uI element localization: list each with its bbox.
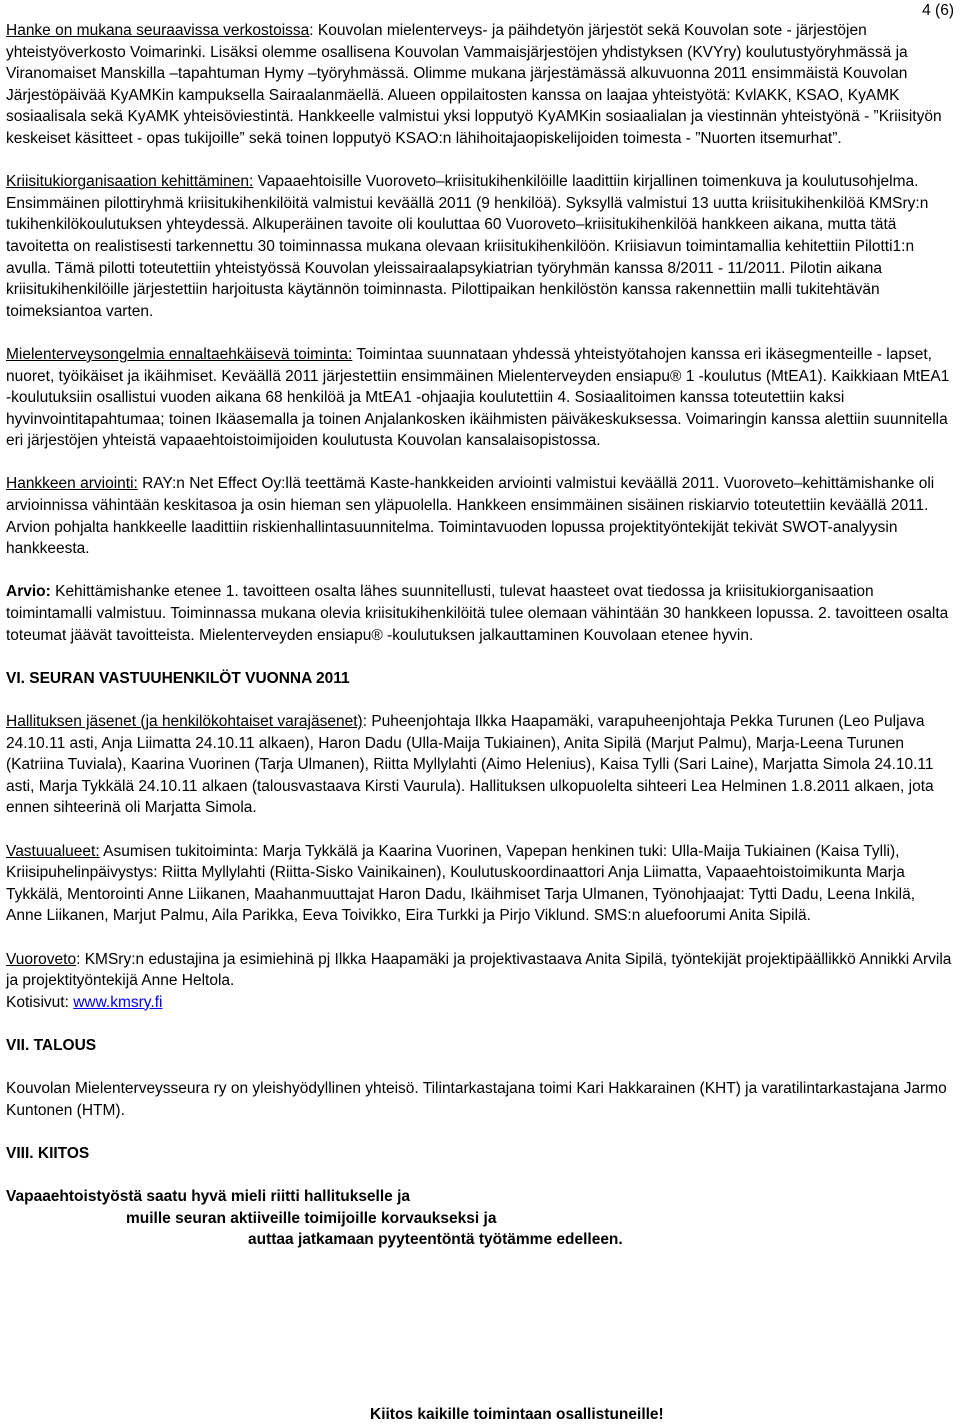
homepage-link[interactable]: www.kmsry.fi bbox=[73, 993, 163, 1011]
thanks-line-2: muille seuran aktiiveille toimijoille korvaukseksi ja bbox=[126, 1209, 497, 1227]
assessment-heading: Arvio: bbox=[6, 583, 51, 601]
evaluation-heading: Hankkeen arviointi: bbox=[6, 475, 138, 493]
section-title-viii: VIII. KIITOS bbox=[6, 1144, 90, 1162]
paragraph-project-evaluation bbox=[6, 473, 952, 559]
homepage-label: Kotisivut: bbox=[6, 993, 74, 1011]
vuoroveto-text: : KMSry:n edustajina ja esimiehinä pj Ilkka Haapamäki ja projektivastaava Anita Sipilä, työntekijät projektipäällikkö Annikki Arvila ja projektityöntekijä Anne Heltola. bbox=[6, 950, 952, 990]
thanks-line-1: Vapaaehtoistyöstä saatu hyvä mieli riitti hallitukselle ja bbox=[6, 1188, 411, 1206]
assessment-text: Kehittämishanke etenee 1. tavoitteen osalta lähes suunnitellusti, tulevat haasteet ovat tiedossa ja kriisitukiorganisaation toimintamalli valmistuu. Toiminnassa mukana olevia kriisitukihenkilöitä tulee olemaan vähintään 30 hankkeen lopussa. 2. tavoitteen osalta toteumat jäävät tavoitteista. Mielenterveyden ensiapu® -koulutuksen jalkauttaminen Kouvolaan etenee hyvin. bbox=[6, 583, 949, 644]
paragraph-vuoroveto bbox=[6, 949, 952, 1014]
document-body bbox=[6, 20, 952, 1251]
page-number: 4 (6) bbox=[922, 2, 954, 19]
paragraph-networks bbox=[6, 20, 952, 150]
crisis-heading: Kriisitukiorganisaation kehittäminen: bbox=[6, 173, 254, 191]
paragraph-responsibilities bbox=[6, 841, 952, 927]
paragraph-finances: Kouvolan Mielenterveysseura ry on yleishyödyllinen yhteisö. Tilintarkastajana toimi Kari Hakkarainen (KHT) ja varatilintarkastajana Jarmo Kuntonen (HTM). bbox=[6, 1080, 947, 1119]
paragraph-mental-health-prevention bbox=[6, 344, 952, 452]
board-text: : Puheenjohtaja Ilkka Haapamäki, varapuheenjohtaja Pekka Turunen (Leo Puljava 24.10.11 asti, Anja Liimatta 24.10.11 alkaen), Haron Dadu (Ulla-Maija Tukiainen), Anita Sipilä (Marjut Palmu), Marja-Leena Turunen (Katriina Tuviala), Kaarina Vuorinen (Tarja Ulmanen), Riitta Myllylahti (Aimo Helenius), Kaisa Tylli (Sari Laine), Marjatta Simola 24.10.11 asti, Marja Tykkälä 24.10.11 alkaen (talousvastaava Kirsti Vaurula). Hallituksen ulkopuolelta sihteeri Lea Helminen 1.8.2011 alkaen, jota ennen sihteerinä oli Marjatta Simola. bbox=[6, 713, 934, 817]
crisis-text: Vapaaehtoisille Vuoroveto–kriisitukihenkilöille laadittiin kirjallinen toimenkuva ja koulutusohjelma. Ensimmäinen pilottiryhmä kriisitukihenkilöitä valmistui keväällä 2011 (9 henkilöä). Syksyllä valmistui 13 uutta kriisitukihenkilöä KMSry:n tukihenkilökoulutuksen yhteydessä. Alkuperäinen tavoite oli kouluttaa 60 Vuoroveto–kriisitukihenkilöä hankkeen aikana, mutta tätä tavoitetta on realistisesti tarkennettu 30 toiminnassa mukana olevaan kriisitukihenkilöön. Kriisiavun toimintamallia kehitettiin Pilotti1:n avulla. Tämä pilotti toteutettiin yhteistyössä Kouvolan yleissairaalapsykiatrian työryhmän kanssa 8/2011 - 11/2011. Pilotin aikana kriisitukihenkilöille järjestettiin harjoitusta käytännön toiminnasta. Pilottipaikan henkilöstön kanssa rakennettiin malli tukitehtävän toimeksiantoa varten. bbox=[6, 173, 929, 320]
section-title-vii: VII. TALOUS bbox=[6, 1036, 97, 1054]
paragraph-board-members bbox=[6, 711, 952, 819]
thanks-paragraph bbox=[6, 1186, 952, 1251]
paragraph-assessment bbox=[6, 581, 952, 646]
networks-text: : Kouvolan mielenterveys- ja päihdetyön järjestöt sekä Kouvolan sote - järjestöjen yhteistyöverkosto Voimarinki. Lisäksi olemme osallisena Kouvolan Vammaisjärjestöjen yhdistyksen (KVYry) koulutustyöryhmässä ja Viranomaiset Manskilla –tapahtuman Hymy –työryhmässä. Olimme mukana järjestämässä alkuvuonna 2011 ensimmäistä Kouvolan Järjestöpäivää KyAMKin kampuksella Sairaalanmäellä. Alueen oppilaitosten kanssa on laajaa yhteistyötä: KvlAKK, KSAO, KyAMK sosiaalisala sekä KyAMK yhteisöviestintä. Hankkeelle valmistui yksi lopputyö KyAMKin sosiaalialan ja viestinnän yhteistyönä - ”Kriisityön keskeiset käsitteet - opas tukijoille” sekä toinen lopputyö KSAO:n lähihoitajaopiskelijoiden toimesta - ”Nuorten itsemurhat”. bbox=[6, 22, 942, 147]
responsibilities-heading: Vastuualueet: bbox=[6, 842, 100, 860]
thanks-line-3: auttaa jatkamaan pyyteentöntä työtämme edelleen. bbox=[248, 1231, 623, 1249]
final-thanks: Kiitos kaikille toimintaan osallistuneille! bbox=[370, 1406, 664, 1423]
board-heading: Hallituksen jäsenet (ja henkilökohtaiset varajäsenet) bbox=[6, 713, 363, 730]
networks-heading: Hanke on mukana seuraavissa verkostoissa bbox=[6, 22, 310, 39]
prevention-text: Toimintaa suunnataan yhdessä yhteistyötahojen kanssa eri ikäsegmenteille - lapset, nuoret, työikäiset ja ikäihmiset. Keväällä 2011 järjestettiin ensimmäinen Mielenterveyden ensiapu® 1 -koulutus (MtEA1). Kaikkiaan MtEA1 -koulutuksiin osallistui vuoden aikana 68 henkilöä ja MtEA1 -ohjaajia koulutettiin 4. Sosiaalitoimen kanssa toteutettiin kaksi hyvinvointitapahtumaa; toinen Ikäasemalla ja toinen Anjalankosken ikäihmisten päiväkeskuksessa. Voimaringin kanssa alettiin suunnitella eri järjestöjen yhteistä vapaaehtoistoimijoiden koulutusta Kouvolan kansalaisopistossa. bbox=[6, 345, 950, 450]
prevention-heading: Mielenterveysongelmia ennaltaehkäisevä toiminta: bbox=[6, 345, 353, 363]
section-title-vi: VI. SEURAN VASTUUHENKILÖT VUONNA 2011 bbox=[6, 669, 350, 687]
paragraph-crisis-organisation bbox=[6, 171, 952, 322]
evaluation-text: RAY:n Net Effect Oy:llä teettämä Kaste-hankkeiden arviointi valmistui keväällä 2011. Vuoroveto–kehittämishanke oli arvioinnissa vähintään keskitasoa ja osin hieman sen yläpuolella. Hankkeen ensimmäinen sisäinen riskiarvio toteutettiin keväällä 2011. Arvion pohjalta hankkeelle laadittiin riskienhallintasuunnitelma. Toimintavuoden lopussa projektityöntekijät tekivät SWOT-analyysin hankkeesta. bbox=[6, 475, 935, 558]
vuoroveto-heading: Vuoroveto bbox=[6, 950, 77, 968]
responsibilities-text: Asumisen tukitoiminta: Marja Tykkälä ja Kaarina Vuorinen, Vapepan henkinen tuki: Ulla-Maija Tukiainen (Kaisa Tylli), Kriisipuhelinpäivystys: Riitta Myllylahti (Riitta-Sisko Vainikainen), Koulutuskoordinaattori Anja Liimatta, Vapaaehtoistoimikunta Marja Tykkälä, Mentorointi Anne Liikanen, Maahanmuuttajat Haron Dadu, Ikäihmiset Tarja Ulmanen, Työnohjaajat: Tytti Dadu, Leena Inkilä, Anne Liikanen, Marjut Palmu, Aila Parikka, Eeva Toivikko, Eira Turkki ja Pirjo Viklund. SMS:n aluefoorumi Anita Sipilä. bbox=[6, 842, 915, 925]
